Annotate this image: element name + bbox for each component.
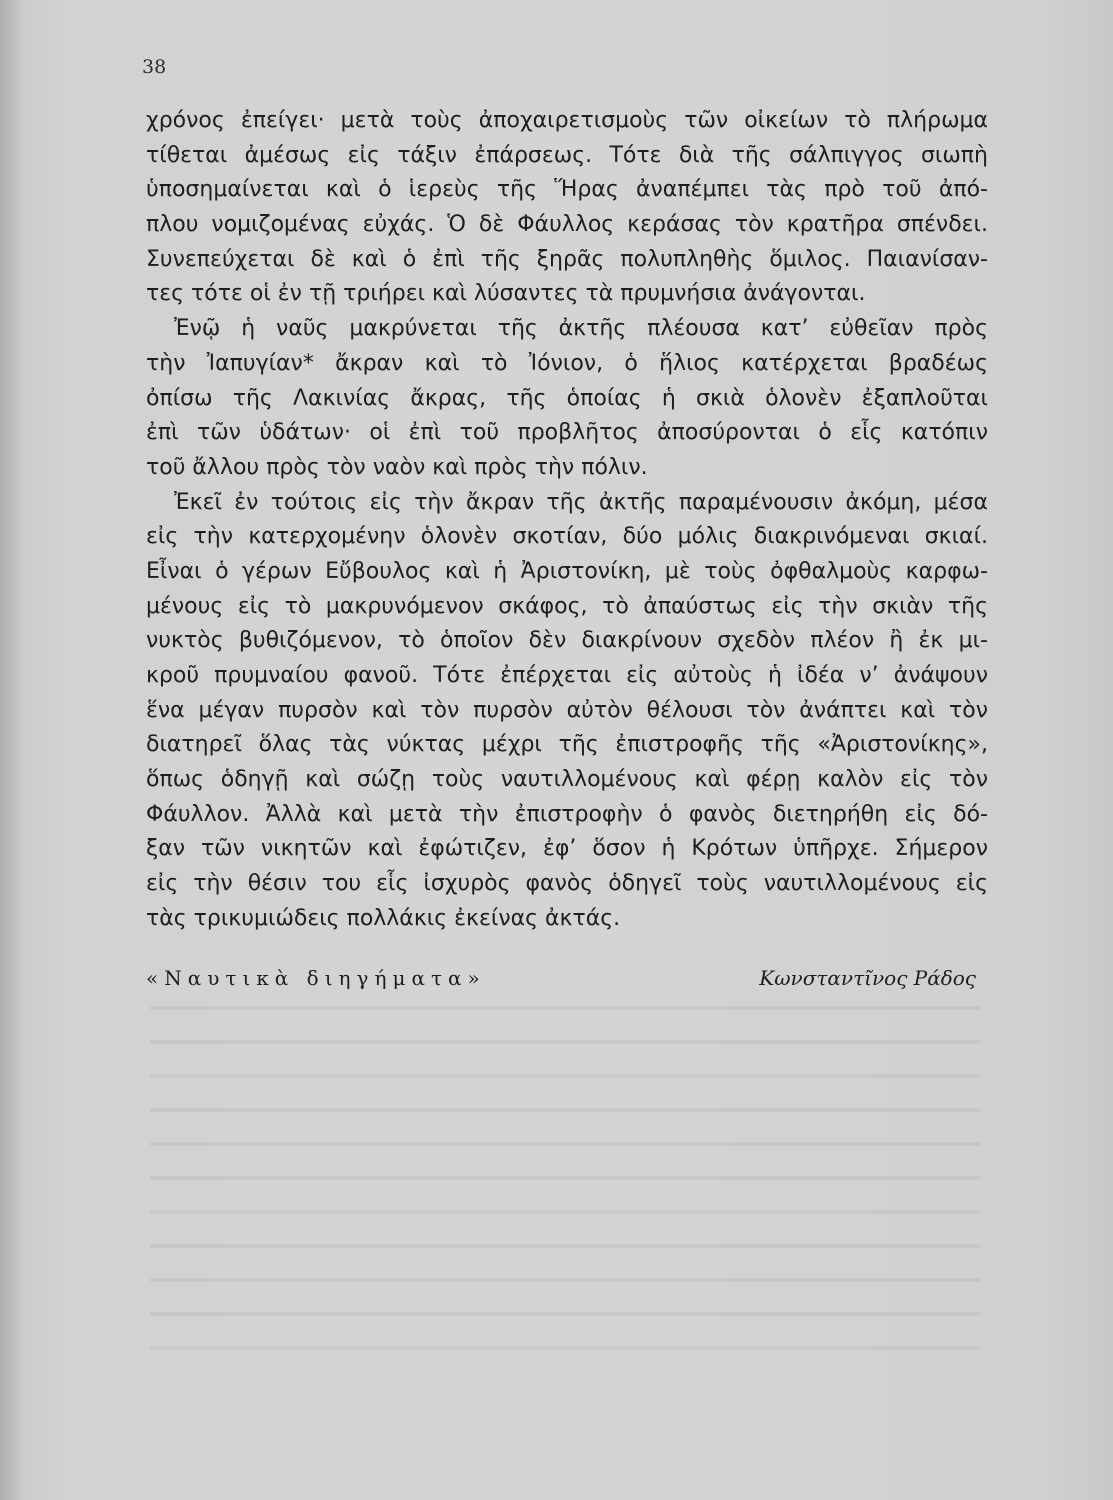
- text-line: εἰς τὴν κατερχομένην ὁλονὲν σκοτίαν, δύο μόλις διακρινόμεναι σκιαί.: [146, 524, 988, 550]
- attribution: [146, 966, 976, 990]
- text-line: εἰς τὴν θέσιν του εἷς ἰσχυρὸς φανὸς ὁδηγεῖ τοὺς ναυτιλλομένους εἰς: [146, 871, 988, 897]
- page-number: 38: [142, 56, 167, 78]
- author-name: Κωνσταντῖνος Ράδος: [759, 966, 976, 990]
- text-line: ὅπως ὁδηγῇ καὶ σώζῃ τοὺς ναυτιλλομένους καὶ φέρῃ καλὸν εἰς τὸν: [146, 767, 988, 793]
- text-line: πλου νομιζομένας εὐχάς. Ὁ δὲ Φάυλλος κεράσας τὸν κρατῆρα σπένδει.: [146, 212, 988, 238]
- text-line: διατηρεῖ ὅλας τὰς νύκτας μέχρι τῆς ἐπιστροφῆς τῆς «Ἀριστονίκης»,: [146, 732, 988, 758]
- text-line: κροῦ πρυμναίου φανοῦ. Τότε ἐπέρχεται εἰς αὐτοὺς ἡ ἰδέα ν’ ἀνάψουν: [146, 663, 988, 688]
- body-text: [146, 104, 988, 937]
- text-line: Εἶναι ὁ γέρων Εὔβουλος καὶ ἡ Ἀριστονίκη, μὲ τοὺς ὀφθαλμοὺς καρφω-: [146, 558, 988, 584]
- text-line: τὰς τρικυμιώδεις πολλάκις ἐκείνας ἀκτάς.: [146, 905, 621, 931]
- text-line: τοῦ ἄλλου πρὸς τὸν ναὸν καὶ πρὸς τὴν πόλιν.: [146, 454, 648, 480]
- text-line: νυκτὸς βυθιζόμενον, τὸ ὁποῖον δὲν διακρίνουν σχεδὸν πλέον ἢ ἐκ μι-: [146, 628, 988, 654]
- reverse-page-bleed-through: [150, 980, 980, 1360]
- text-line: Ἐνῷ ἡ ναῦς μακρύνεται τῆς ἀκτῆς πλέουσα κατ’ εὐθεῖαν πρὸς: [174, 316, 988, 342]
- text-line: Φάυλλον. Ἀλλὰ καὶ μετὰ τὴν ἐπιστροφὴν ὁ φανὸς διετηρήθη εἰς δό-: [146, 801, 988, 827]
- text-line: ἕνα μέγαν πυρσὸν καὶ τὸν πυρσὸν αὐτὸν θέλουσι τὸν ἀνάπτει καὶ τὸν: [146, 697, 988, 723]
- text-line: τὴν Ἰαπυγίαν* ἄκραν καὶ τὸ Ἰόνιον, ὁ ἥλιος κατέρχεται βραδέως: [146, 350, 988, 376]
- text-line: ξαν τῶν νικητῶν καὶ ἐφώτιζεν, ἐφ’ ὅσον ἡ Κρότων ὑπῆρχε. Σήμερον: [146, 836, 988, 862]
- text-line: τίθεται ἀμέσως εἰς τάξιν ἐπάρσεως. Τότε διὰ τῆς σάλπιγγος σιωπὴ: [146, 142, 988, 168]
- text-line: χρόνος ἐπείγει· μετὰ τοὺς ἀποχαιρετισμοὺς τῶν οἰκείων τὸ πλήρωμα: [146, 108, 988, 133]
- text-line: ὑποσημαίνεται καὶ ὁ ἱερεὺς τῆς Ἥρας ἀναπέμπει τὰς πρὸ τοῦ ἀπό-: [146, 177, 988, 203]
- text-line: μένους εἰς τὸ μακρυνόμενον σκάφος, τὸ ἀπαύστως εἰς τὴν σκιὰν τῆς: [146, 593, 988, 619]
- text-line: Συνεπεύχεται δὲ καὶ ὁ ἐπὶ τῆς ξηρᾶς πολυπληθὴς ὅμιλος. Παιανίσαν-: [146, 246, 988, 272]
- source-title: «Ναυτικὰ διηγήματα»: [146, 966, 486, 990]
- spine-shadow: [0, 0, 22, 1500]
- text-line: τες τότε οἱ ἐν τῇ τριήρει καὶ λύσαντες τὰ πρυμνήσια ἀνάγονται.: [146, 281, 866, 307]
- text-line: Ἐκεῖ ἐν τούτοις εἰς τὴν ἄκραν τῆς ἀκτῆς παραμένουσιν ἀκόμη, μέσα: [174, 489, 988, 515]
- text-line: ἐπὶ τῶν ὑδάτων· οἱ ἐπὶ τοῦ προβλῆτος ἀποσύρονται ὁ εἷς κατόπιν: [146, 420, 988, 446]
- text-line: ὀπίσω τῆς Λακινίας ἄκρας, τῆς ὁποίας ἡ σκιὰ ὁλονὲν ἐξαπλοῦται: [146, 385, 988, 411]
